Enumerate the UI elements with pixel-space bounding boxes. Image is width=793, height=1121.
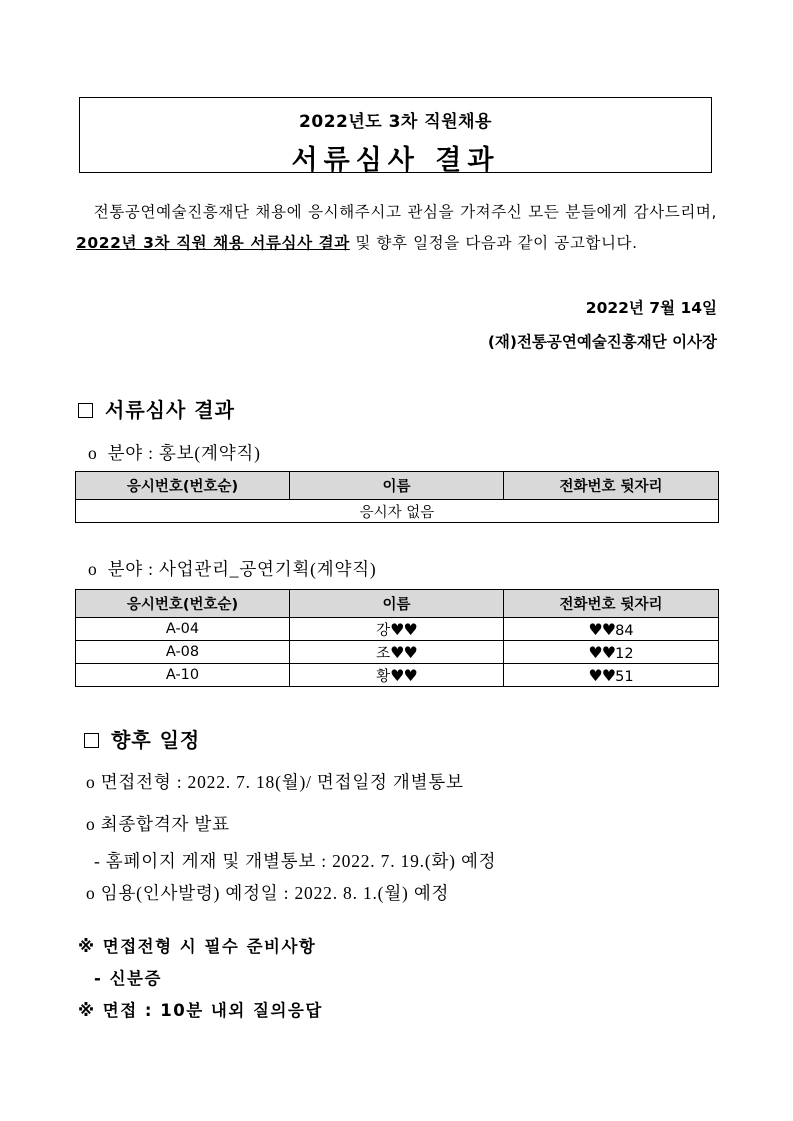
name-mask-hearts-icon: ♥♥ — [390, 665, 417, 685]
schedule-final-announcement: o 최종합격자 발표 — [86, 814, 230, 834]
phone-mask-hearts-icon: ♥♥ — [588, 642, 616, 662]
section-title: 향후 일정 — [111, 728, 201, 752]
table-row — [76, 618, 719, 641]
checkbox-square-icon — [78, 403, 93, 418]
applicant-number-cell: A-08 — [76, 641, 290, 664]
result-table-planning — [75, 589, 719, 687]
phone-digits-cell: ♥♥51 — [504, 664, 719, 687]
intro-paragraph — [76, 197, 717, 259]
bullet-icon: o — [88, 443, 98, 463]
field-label-planning — [88, 556, 377, 581]
bullet-icon: o — [88, 559, 98, 579]
applicant-name-cell: 조♥♥ — [290, 641, 504, 664]
table-row — [76, 664, 719, 687]
announcement-date: 2022년 7월 14일 — [585, 299, 717, 317]
checkbox-square-icon — [84, 733, 99, 748]
table-header-row — [76, 472, 719, 500]
section-schedule — [84, 724, 200, 753]
table-row — [76, 641, 719, 664]
header-applicant-number: 응시번호(번호순) — [76, 472, 290, 500]
interview-format-note: ※ 면접 : 10분 내외 질의응답 — [78, 1001, 323, 1020]
document-title: 서류심사 결과 — [291, 145, 500, 176]
intro-text-start: 전통공연예술진흥재단 채용에 응시해주시고 관심을 가져주신 모든 분들에게 감사드리며, — [93, 203, 717, 221]
no-applicants-cell: 응시자 없음 — [76, 500, 719, 523]
intro-emphasis: 2022년 3차 직원 채용 서류심사 결과 — [76, 234, 350, 252]
issuer-name: (재)전통공연예술진흥재단 이사장 — [487, 333, 717, 351]
table-row — [76, 500, 719, 523]
header-name: 이름 — [290, 590, 504, 618]
header-phone-last-digits: 전화번호 뒷자리 — [504, 472, 719, 500]
phone-mask-hearts-icon: ♥♥ — [588, 619, 616, 639]
table-header-row — [76, 590, 719, 618]
section-title: 서류심사 결과 — [105, 398, 235, 422]
schedule-appointment: o 임용(인사발령) 예정일 : 2022. 8. 1.(월) 예정 — [86, 883, 450, 903]
result-table-pr — [75, 471, 719, 523]
applicant-name-cell: 강♥♥ — [290, 618, 504, 641]
header-applicant-number: 응시번호(번호순) — [76, 590, 290, 618]
name-mask-hearts-icon: ♥♥ — [390, 642, 417, 662]
title-box — [79, 97, 712, 176]
phone-digits-cell: ♥♥84 — [504, 618, 719, 641]
intro-text-end: 및 향후 일정을 다음과 같이 공고합니다. — [349, 234, 638, 252]
phone-mask-hearts-icon: ♥♥ — [588, 665, 616, 685]
applicant-name-cell: 황♥♥ — [290, 664, 504, 687]
field-label-pr — [88, 440, 261, 465]
applicant-number-cell: A-04 — [76, 618, 290, 641]
prep-requirements-title: ※ 면접전형 시 필수 준비사항 — [78, 937, 317, 956]
header-name: 이름 — [290, 472, 504, 500]
phone-digits-cell: ♥♥12 — [504, 641, 719, 664]
schedule-final-detail: - 홈페이지 게재 및 개별통보 : 2022. 7. 19.(화) 예정 — [94, 851, 497, 871]
document-subtitle: 2022년도 3차 직원채용 — [299, 112, 492, 132]
field-label-text: 분야 : 홍보(계약직) — [107, 443, 261, 463]
section-document-review — [78, 394, 235, 423]
prep-item-id-card: - 신분증 — [94, 969, 162, 988]
schedule-interview: o 면접전형 : 2022. 7. 18(월)/ 면접일정 개별통보 — [86, 772, 464, 792]
applicant-number-cell: A-10 — [76, 664, 290, 687]
field-label-text: 분야 : 사업관리_공연기획(계약직) — [107, 559, 377, 579]
header-phone-last-digits: 전화번호 뒷자리 — [504, 590, 719, 618]
name-mask-hearts-icon: ♥♥ — [390, 619, 417, 639]
